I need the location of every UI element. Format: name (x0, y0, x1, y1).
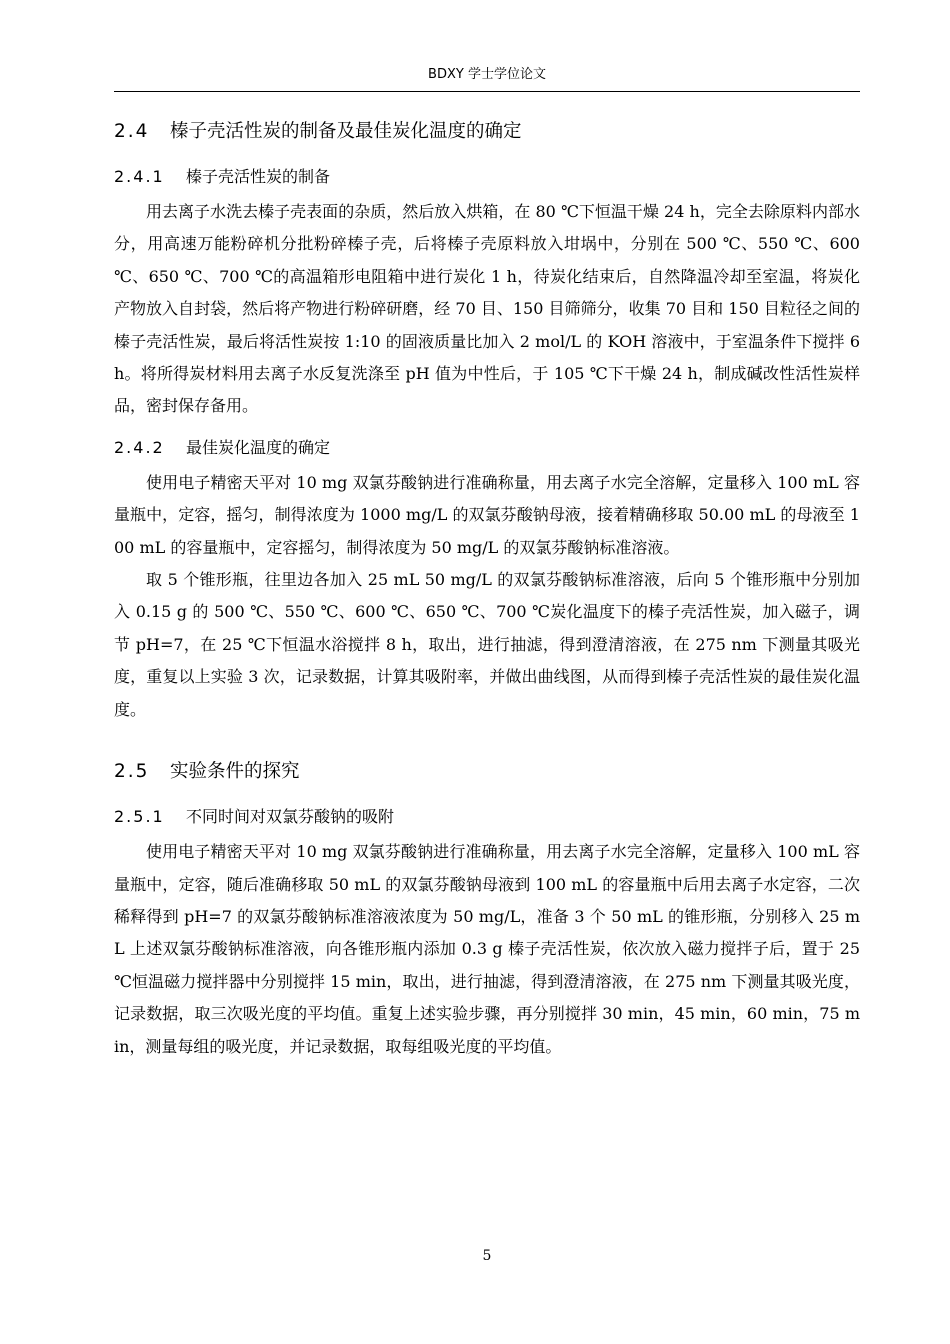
paragraph: 使用电子精密天平对 10 mg 双氯芬酸钠进行准确称量，用去离子水完全溶解，定量移入 100 mL 容量瓶中，定容，随后准确移取 50 mL 的双氯芬酸钠母液到 100 mL 的容量瓶中后用去离子水定容，二次稀释得到 pH=7 的双氯芬酸钠标准溶液浓度为 50 mg/L，准备 3 个 50 mL 的锥形瓶，分别移入 25 mL 上述双氯芬酸钠标准溶液，向各锥形瓶内添加 0.3 g 榛子壳活性炭，依次放入磁力搅拌子后，置于 25 ℃恒温磁力搅拌器中分别搅拌 15 min，取出，进行抽滤，得到澄清溶液，在 275 nm 下测量其吸光度，记录数据，取三次吸光度的平均值。重复上述实验步骤，再分别搅拌 30 min，45 min，60 min，75 min，测量每组的吸光度，并记录数据，取每组吸光度的平均值。 (114, 842, 860, 1056)
section-title: 实验条件的探究 (170, 761, 300, 783)
subsection-title: 榛子壳活性炭的制备 (186, 167, 331, 186)
subsection-heading-2-5-1 (114, 798, 860, 836)
paragraph: 使用电子精密天平对 10 mg 双氯芬酸钠进行准确称量，用去离子水完全溶解，定量移入 100 mL 容量瓶中，定容，摇匀，制得浓度为 1000 mg/L 的双氯芬酸钠母液，接着精确移取 50.00 mL 的母液至 100 mL 的容量瓶中，定容摇匀，制得浓度为 50 mg/L 的双氯芬酸钠标准溶液。 (114, 472, 860, 557)
subsection-heading-2-4-2 (114, 429, 860, 467)
page-number: 5 (482, 1248, 492, 1264)
section-title: 榛子壳活性炭的制备及最佳炭化温度的确定 (170, 121, 522, 142)
subsection-number: 2.5.1 (114, 807, 165, 827)
subsection-heading-2-4-1 (114, 158, 860, 196)
paragraph: 用去离子水洗去榛子壳表面的杂质，然后放入烘箱，在 80 ℃下恒温干燥 24 h，完全去除原料内部水分，用高速万能粉碎机分批粉碎榛子壳，后将榛子壳原料放入坩埚中，分别在 500 ℃、550 ℃、600 ℃、650 ℃、700 ℃的高温箱形电阻箱中进行炭化 1 h，待炭化结束后，自然降温冷却至室温，将炭化产物放入自封袋，然后将产物进行粉碎研磨，经 70 目、150 目筛筛分，收集 70 目和 150 目粒径之间的榛子壳活性炭，最后将活性炭按 1:10 的固液质量比加入 2 mol/L 的 KOH 溶液中，于室温条件下搅拌 6 h。将所得炭材料用去离子水反复洗涤至 pH 值为中性后，于 105 ℃下干燥 24 h，制成碱改性活性炭样品，密封保存备用。 (114, 202, 860, 416)
page-body (114, 112, 860, 1063)
section-heading-2-5 (114, 752, 860, 792)
section-heading-2-4 (114, 112, 860, 152)
section-number: 2.5 (114, 761, 150, 783)
section-number: 2.4 (114, 121, 150, 142)
subsection-title: 不同时间对双氯芬酸钠的吸附 (186, 807, 395, 827)
subsection-title: 最佳炭化温度的确定 (186, 437, 331, 457)
paragraph: 取 5 个锥形瓶，往里边各加入 25 mL 50 mg/L 的双氯芬酸钠标准溶液，后向 5 个锥形瓶中分别加入 0.15 g 的 500 ℃、550 ℃、600 ℃、650 ℃、700 ℃炭化温度下的榛子壳活性炭，加入磁子，调节 pH=7，在 25 ℃下恒温水浴搅拌 8 h，取出，进行抽滤，得到澄清溶液，在 275 nm 下测量其吸光度，重复以上实验 3 次，记录数据，计算其吸附率，并做出曲线图，从而得到榛子壳活性炭的最佳炭化温度。 (114, 570, 860, 719)
subsection-number: 2.4.1 (114, 167, 165, 186)
header-rule (114, 91, 860, 92)
page-header: BDXY 学士学位论文 (428, 67, 546, 82)
subsection-number: 2.4.2 (114, 437, 165, 457)
